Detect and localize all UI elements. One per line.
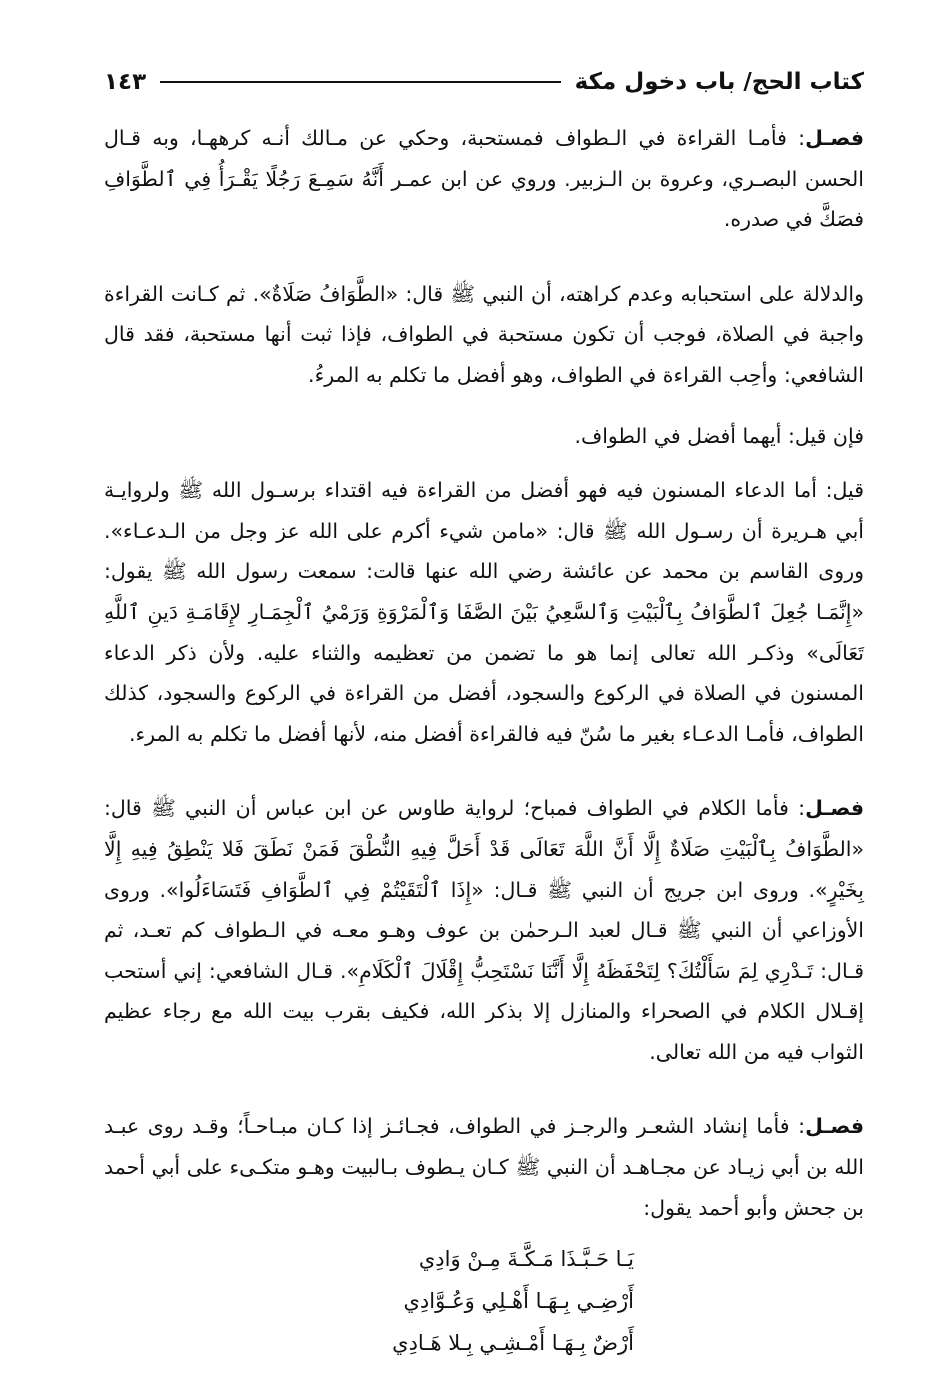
paragraph-text: قيل: أما الدعاء المسنون فيه فهو أفضل من القراءة فيه اقتداء برسـول الله ﷺ ولروايـة أبي هـريرة أن رسـول الله ﷺ قال: «مامن شيء أكرم على الله عز وجل من الـدعـاء». وروى القاسم بن محمد عن عائشة رضي الله عنها قالت: سمعت رسول الله ﷺ يقول: «إِنَّمَـا جُعِلَ ٱلطَّوَافُ بِٱلْبَيْتِ وَٱلسَّعِيُ بَيْنَ الصَّفَا وَٱلْمَرْوَةِ وَرَمْيُ ٱلْجِمَـارِ لإِقَامَـةِ دَينِ ٱللَّهِ تَعَالَى» وذكـر الله تعالى إنما هو ما تضمن من تعظيمه والثناء عليه. ولأن ذكر الدعاء المسنون في الصلاة في الركوع والسجود، أفضل من القراءة في الركوع والسجود، كذلك الطواف، فأمـا الدعـاء بغير ما سُنّ فيه فالقراءة أفضل منه، لأنها أفضل ما تكلم به المرء.	[104, 478, 864, 746]
section-keyword: فصـل	[805, 1114, 864, 1139]
section-keyword: فصـل	[805, 796, 864, 821]
header-rule	[160, 81, 561, 83]
page-body	[104, 118, 864, 1364]
paragraph-question	[104, 416, 864, 457]
running-title: كتاب الحج/ باب دخول مكة	[574, 69, 864, 95]
poem-verses	[104, 1238, 864, 1364]
page-header	[104, 60, 864, 104]
paragraph-answer	[104, 470, 864, 754]
paragraph-recitation	[104, 118, 864, 240]
paragraph-text: : فأما الكلام في الطواف فمباح؛ لرواية طاوس عن ابن عباس أن النبي ﷺ قال: «الطَّوَافُ بِٱلْبَيْتِ صَلَاةٌ إِلَّا أَنَّ اللَّهَ تَعَالَى قَدْ أَحَلَّ فِيهِ النُّطْقَ فَمَنْ نَطَقَ فَلا يَنْطِقُ فِيهِ إِلَّا بِخَيْرٍ». وروى ابن جريج أن النبي ﷺ قـال: «إِذَا ٱلْتَقَيْتُمْ فِي ٱلطَّوَافِ فَتَسَاءَلُوا». وروى الأوزاعي أن النبي ﷺ قـال لعبد الـرحمٰن بن عوف وهـو معـه في الـطواف كم تعـد، ثم قـال: تَـدْرِي لِمَ سَأَلْتُكَ؟ لِتَحْفَظَهُ إِلَّا أَنَّنَا نَسْتَحِبُّ إِقْلَالَ ٱلْكَلَامِ». قـال الشافعي: إني أستحب إقـلال الكلام في الصحراء والمنازل إلا بذكر الله، فكيف بقرب بيت الله مع رجاء عظيم الثواب فيه من الله تعالى.	[104, 796, 864, 1064]
verse-line: أَرْضٌ بِـهَـا أَمْـشِـي بِـلا هَـادِي	[392, 1331, 634, 1356]
paragraph-evidence	[104, 274, 864, 396]
paragraph-text: والدلالة على استحبابه وعدم كراهته، أن النبي ﷺ قال: «الطَّوَافُ صَلَاةٌ». ثم كـانت القراءة واجبة في الصلاة، فوجب أن تكون مستحبة في الطواف، فإذا ثبت أنها مستحبة، فقد قال الشافعي: وأحِب القراءة في الطواف، وهو أفضل ما تكلم به المرءُ.	[104, 281, 864, 387]
paragraph-poetry	[104, 1106, 864, 1228]
paragraph-text: : فأمـا القراءة في الـطواف فمستحبة، وحكي عن مـالك أنـه كرههـا، وبه قـال الحسن البصـري، وعروة بن الـزبير. وروي عن ابن عمـر أَنَّهُ سَمِـعَ رَجُلًا يَقْـرَأُ فِي ٱلطَّوَافِ فصَكَّ في صدره.	[104, 126, 864, 232]
section-keyword: فصـل	[805, 126, 864, 150]
paragraph-text: فإن قيل: أيهما أفضل في الطواف.	[574, 423, 864, 448]
paragraph-speech	[104, 788, 864, 1072]
verse-line: أَرْضِـي بِـهَـا أَهْـلِي وَعُـوَّادِي	[403, 1289, 634, 1314]
paragraph-text: : فأما إنشاد الشعـر والرجـز في الطواف، فجـائـز إذا كـان مبـاحـاً؛ وقـد روى عبـد الله بن أبي زيـاد عن مجـاهـد أن النبي ﷺ كـان يـطوف بـالبيت وهـو متكـىء على أبي أحمد بن جحش وأبو أحمد يقول:	[104, 1114, 864, 1220]
page-number: ١٤٣	[104, 69, 147, 95]
verse-line: يَـا حَـبَّـذَا مَـكَّـةَ مِـنْ وَادِي	[418, 1247, 634, 1272]
